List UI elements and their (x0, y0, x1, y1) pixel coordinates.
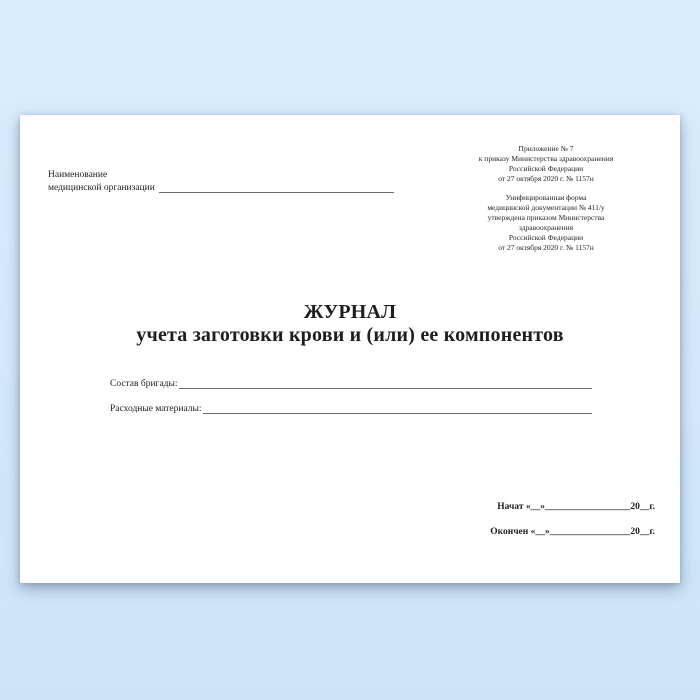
dates-block (490, 495, 655, 545)
unified-form-line: Российской Федерации (508, 233, 584, 242)
materials-field (110, 403, 592, 416)
journal-cover-sheet (20, 115, 680, 583)
organization-label-line1: Наименование (48, 170, 108, 180)
brigade-field-label: Состав бригады: (110, 379, 178, 389)
unified-form-line: Унифицированная форма (505, 193, 587, 202)
date-finished-line: Окончен «__»_________________20__г. (490, 527, 655, 537)
organization-blank-line (159, 184, 394, 193)
brigade-blank-line (179, 380, 592, 389)
legal-references-block (422, 144, 670, 253)
organization-label-text: медицинской организации (48, 183, 155, 193)
unified-form-line: от 27 октября 2020 г. № 1157н (498, 243, 594, 252)
unified-form-reference (422, 193, 670, 253)
appendix-line: от 27 октября 2020 г. № 1157н (498, 174, 594, 183)
unified-form-line: утверждена приказом Министерства (487, 213, 605, 222)
date-started-line: Начат «__»__________________20__г. (497, 502, 655, 512)
organization-name-block (48, 169, 394, 195)
journal-title (20, 301, 680, 347)
brigade-field (110, 378, 592, 391)
appendix-reference (422, 144, 670, 184)
unified-form-line: медицинской документации № 411/у (487, 203, 605, 212)
appendix-line: Приложение № 7 (518, 144, 574, 153)
materials-blank-line (203, 405, 592, 414)
appendix-line: Российской Федерации (508, 164, 584, 173)
organization-label-line2 (48, 182, 394, 195)
appendix-line: к приказу Министерства здравоохранения (478, 154, 614, 163)
journal-title-line1: ЖУРНАЛ (303, 301, 397, 323)
materials-field-label: Расходные материалы: (110, 404, 202, 414)
unified-form-line: здравоохранения (518, 223, 574, 232)
journal-title-line2: учета заготовки крови и (или) ее компонентов (136, 324, 564, 346)
